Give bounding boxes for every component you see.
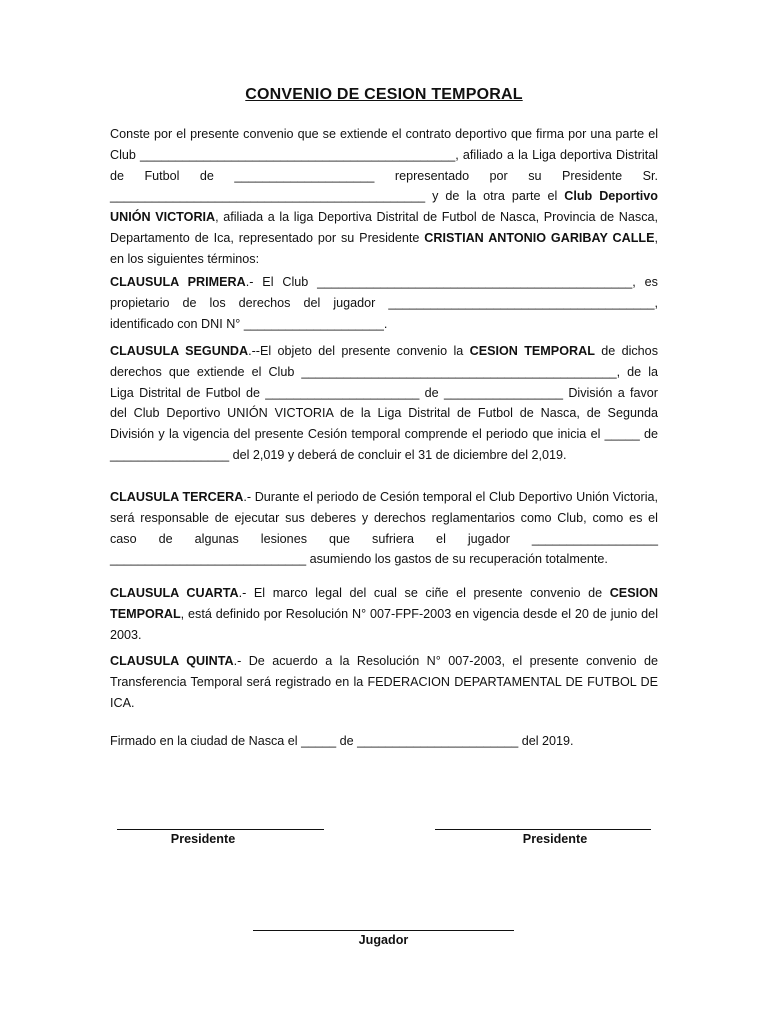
clausula-segunda-text-1: .--El objeto del presente convenio la [248, 344, 470, 358]
clausula-quinta-text: .- De acuerdo a la Resolución N° 007-2003, el presente convenio de Transferencia Temporal será registrado en la FEDERACION DEPARTAMENTAL DE FUTBOL DE ICA. [110, 654, 658, 710]
clausula-cuarta-bold: CESION TEMPORAL [110, 586, 658, 621]
intro-paragraph [110, 124, 658, 270]
clausula-tercera [110, 487, 658, 570]
signature-label-left: Presidente [170, 832, 236, 846]
firmado-line [110, 731, 658, 752]
document-title: CONVENIO DE CESION TEMPORAL [245, 86, 523, 103]
clausula-primera [110, 272, 658, 334]
clausula-tercera-heading: CLAUSULA TERCERA [110, 490, 244, 504]
intro-text-2: , afiliada a la liga Deportiva Distrital de Futbol de Nasca, Provincia de Nasca, Departamento de Ica, representado por su Presidente [110, 210, 658, 245]
clausula-primera-text: .- El Club _____________________________________________, es propietario de los derechos del jugador ______________________________________, identificado con DNI N° ____________________. [110, 275, 658, 331]
intro-president-name: CRISTIAN ANTONIO GARIBAY CALLE [424, 230, 655, 245]
intro-text-1: Conste por el presente convenio que se extiende el contrato deportivo que firma por una parte el Club _____________________________________________, afiliado a la Liga deportiva Distrital de Futbol de ____________________ representado por su Presidente Sr. _____________________________________________ y de la otra parte el [110, 127, 658, 204]
clausula-tercera-text: .- Durante el periodo de Cesión temporal el Club Deportivo Unión Victoria, será responsable de ejecutar sus deberes y derechos reglamentarios como Club, como es el caso de algunas lesiones que sufriera el jugador __________________ ____________________________ asumiendo los gastos de su recuperación totalmente. [110, 490, 658, 567]
clausula-cuarta-text-1: .- El marco legal del cual se ciñe el presente convenio de [238, 586, 610, 600]
clausula-quinta-heading: CLAUSULA QUINTA [110, 654, 234, 668]
signature-label-right: Presidente [522, 832, 588, 846]
intro-text-3: , en los siguientes términos: [110, 230, 658, 266]
clausula-cuarta-heading: CLAUSULA CUARTA [110, 586, 239, 600]
signature-line-bottom [253, 930, 514, 931]
clausula-quinta [110, 651, 658, 713]
signature-label-bottom: Jugador [358, 933, 409, 947]
signature-line-right [435, 829, 651, 830]
firmado-text: Firmado en la ciudad de Nasca el _____ de _______________________ del 2019. [110, 734, 574, 748]
clausula-segunda-bold: CESION TEMPORAL [469, 344, 595, 358]
clausula-segunda [110, 341, 658, 466]
signature-line-left [117, 829, 324, 830]
clausula-segunda-text-2: de dichos derechos que extiende el Club _____________________________________________, de la Liga Distrital de Futbol de ______________________ de _________________ División a favor del Club Deportivo UNIÓN VICTORIA de la Liga Distrital de Futbol de Nasca, de Segunda División y la vigencia del presente Cesión temporal comprende el periodo que inicia el _____ de _________________ del 2,019 y deberá de concluir el 31 de diciembre del 2,019. [110, 344, 658, 462]
intro-club-name: Club Deportivo UNIÓN VICTORIA [110, 189, 658, 225]
clausula-primera-heading: CLAUSULA PRIMERA [110, 275, 246, 289]
clausula-segunda-heading: CLAUSULA SEGUNDA [110, 344, 249, 358]
clausula-cuarta-text-2: , está definido por Resolución N° 007-FPF-2003 en vigencia desde el 20 de junio del 2003. [110, 606, 658, 642]
clausula-cuarta [110, 583, 658, 645]
